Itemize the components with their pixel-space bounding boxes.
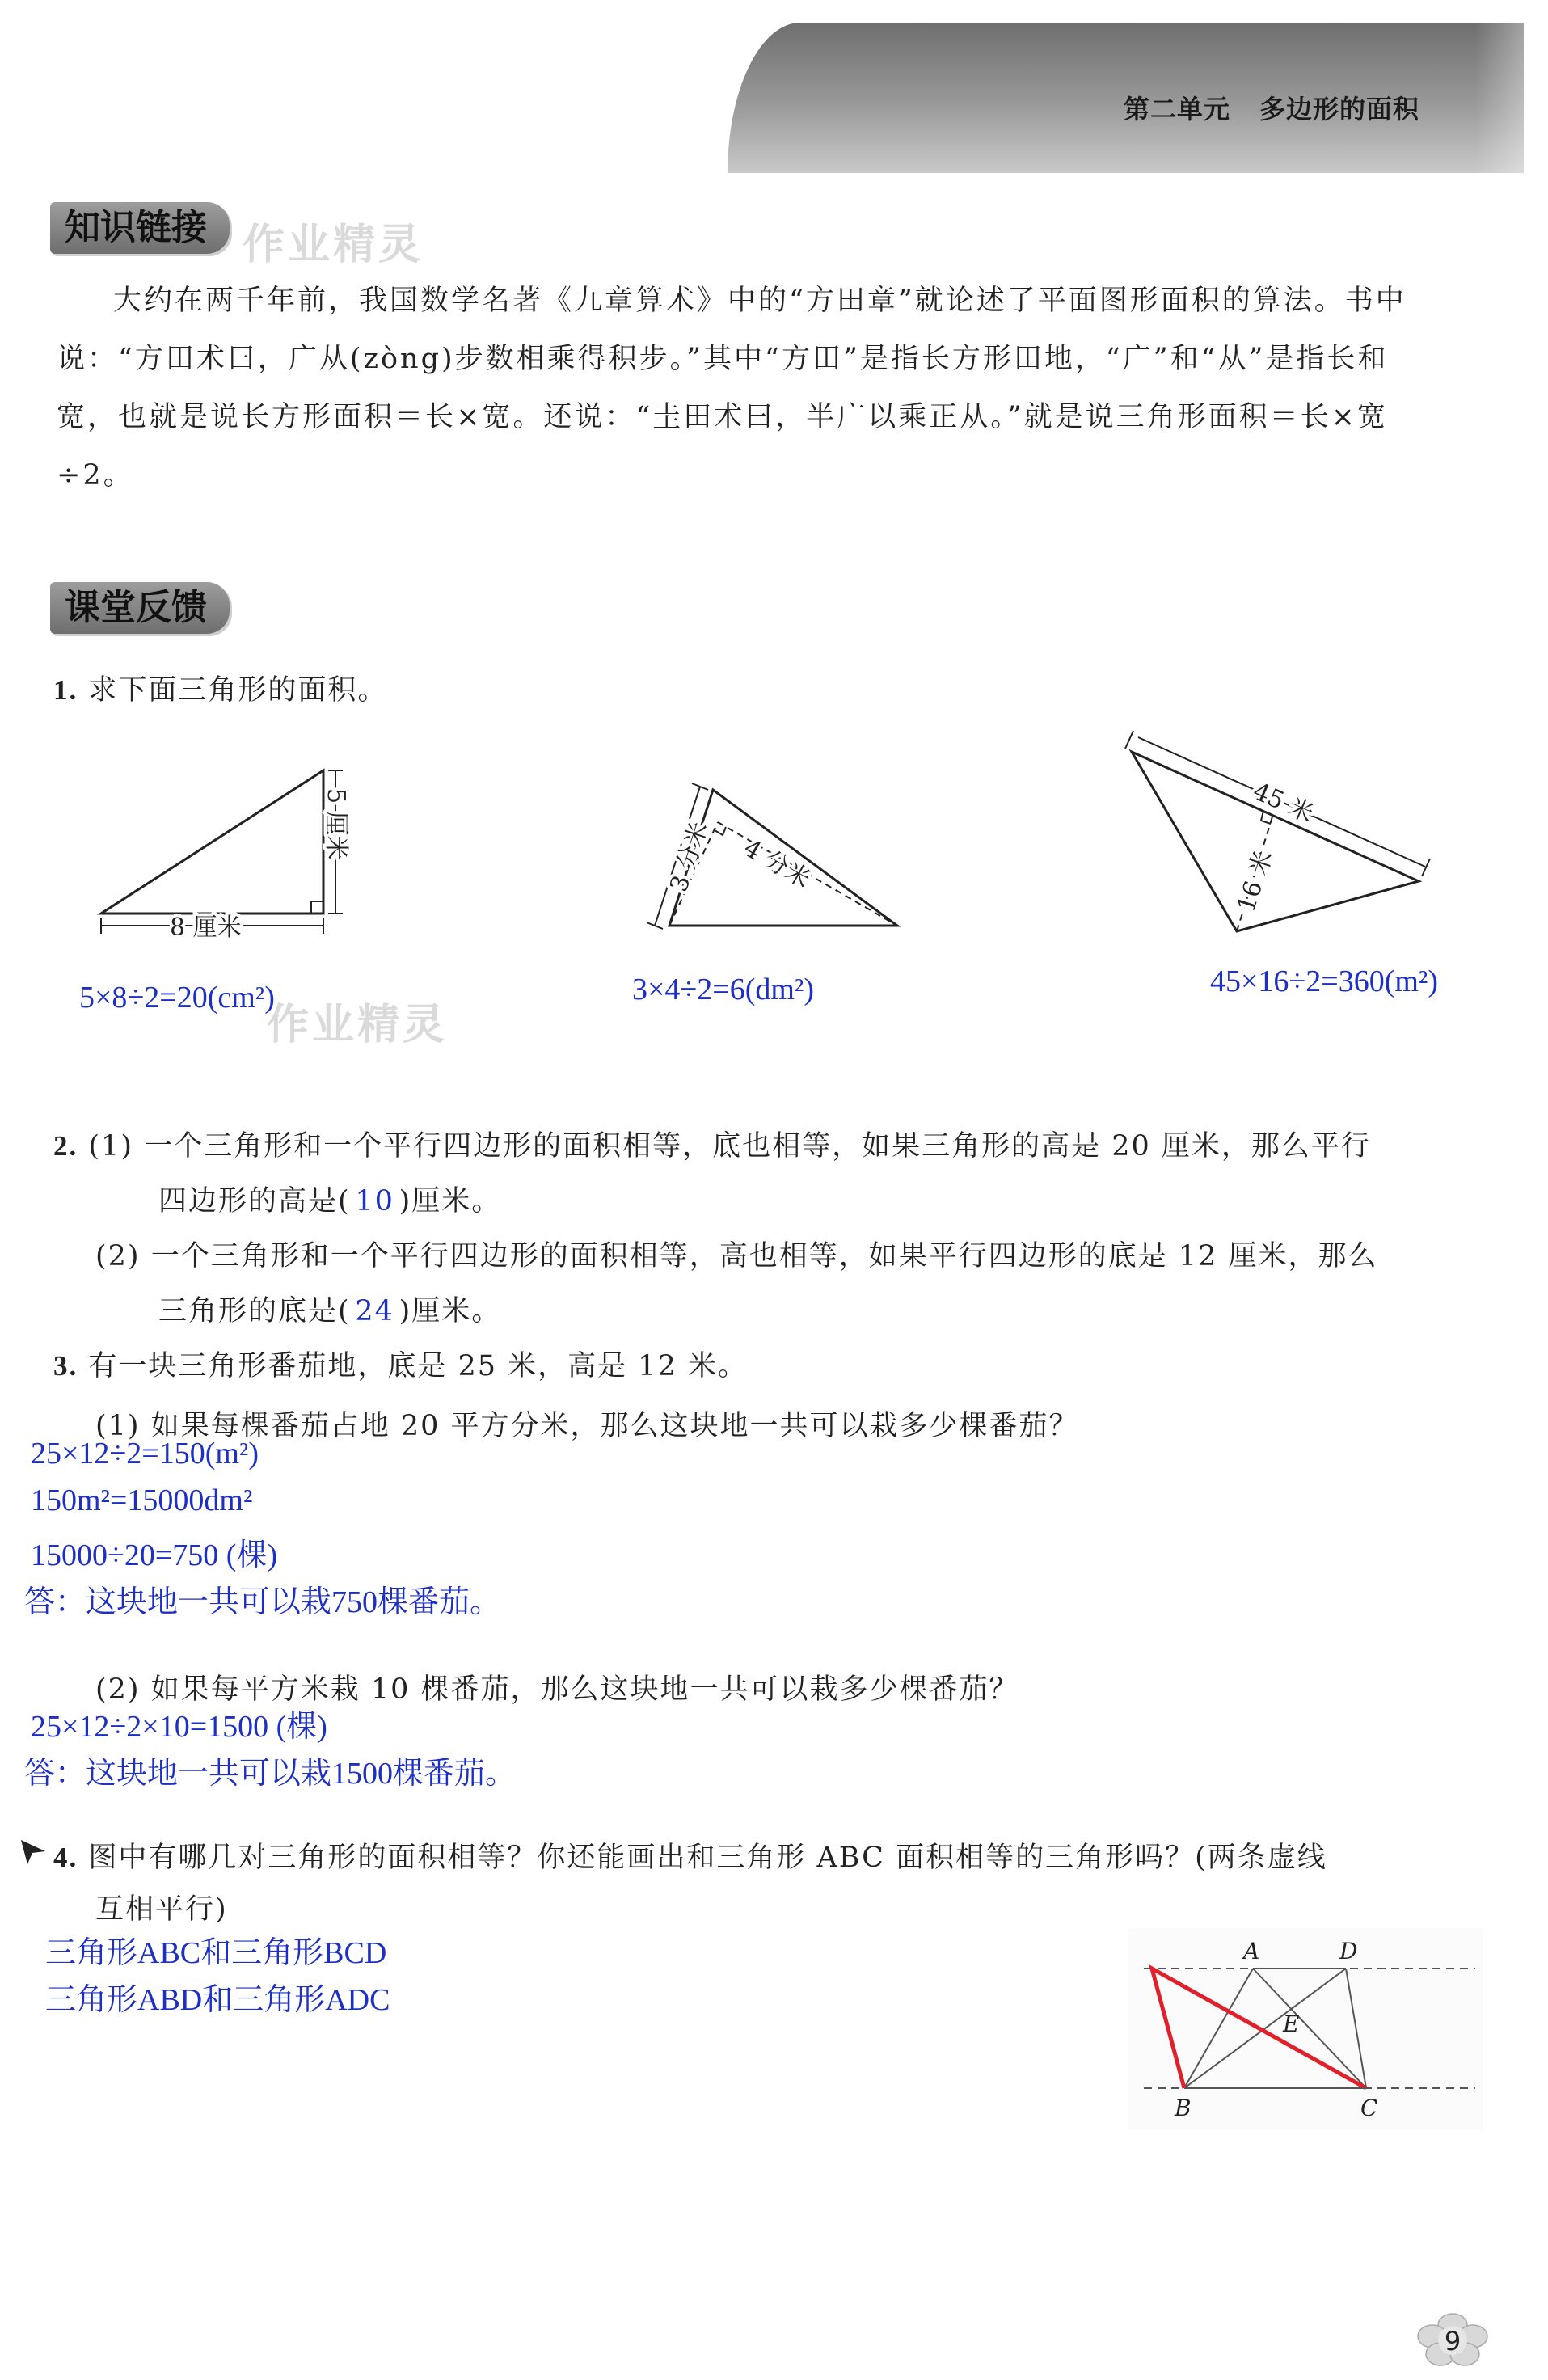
topic-label: 多边形的面积 bbox=[1259, 94, 1420, 124]
fig2-side-label: 3 分米 bbox=[664, 818, 714, 896]
fig1-height-label: 5 厘米 bbox=[322, 788, 350, 860]
q4-prompt-line1 bbox=[53, 1835, 1327, 1876]
fig3-height-label: 16 米 bbox=[1232, 846, 1279, 916]
unit-label: 第二单元 bbox=[1124, 94, 1231, 124]
q1-figure-2 bbox=[639, 772, 913, 950]
page-number-badge bbox=[1416, 2312, 1489, 2369]
knowledge-section-tag: 知识链接 bbox=[50, 202, 230, 254]
q4-label-E: E bbox=[1283, 2011, 1300, 2037]
q2-number: 2. bbox=[53, 1130, 78, 1162]
q2-part2-label: (2) bbox=[95, 1240, 141, 1272]
q2-part2-answer: 24 bbox=[355, 1295, 394, 1327]
knowledge-paragraph: 大约在两千年前，我国数学名著《九章算术》中的“方田章”就论述了平面图形面积的算法。书中说：“方田术曰，广从(zòng)步数相乘得积步。”其中“方田”是指长方形田地，“广”和“从”是指长和宽，也就是说长方形面积＝长×宽。还说：“圭田术曰，半广以乘正从。”就是说三角形面积＝长×宽÷2。 bbox=[57, 285, 1407, 492]
q1-figure-3 bbox=[1116, 719, 1439, 946]
fig3-base-tick-right bbox=[1422, 859, 1430, 876]
q3-part1-answer-3: 15000÷20=750 (棵) bbox=[31, 1538, 278, 1572]
watermark-top: 作业精灵 bbox=[243, 221, 424, 269]
watermark-middle: 作业精灵 bbox=[267, 1001, 449, 1049]
q2-part1-line1 bbox=[53, 1124, 1371, 1164]
q3-part2-answer-2: 答：这块地一共可以栽1500棵番茄。 bbox=[24, 1757, 517, 1791]
q2-part2-before: 三角形的底是( bbox=[158, 1295, 351, 1327]
q4-label-C: C bbox=[1360, 2095, 1378, 2121]
q4-figure bbox=[1128, 1928, 1483, 2130]
q3-part1-question: (1) 如果每棵番茄占地 20 平方分米，那么这块地一共可以栽多少棵番茄？ bbox=[95, 1410, 1079, 1442]
q2-part2-text: 一个三角形和一个平行四边形的面积相等，高也相等，如果平行四边形的底是 12 厘米，那么 bbox=[150, 1240, 1378, 1272]
q2-part2-line1 bbox=[95, 1234, 1378, 1274]
q3-part2-answer-1: 25×12÷2×10=1500 (棵) bbox=[31, 1710, 327, 1744]
q3-part1-answer-4: 答：这块地一共可以栽750棵番茄。 bbox=[24, 1585, 501, 1619]
page-number: 9 bbox=[1444, 2326, 1462, 2357]
fig2-right-angle-mark bbox=[715, 827, 726, 835]
q4-number: 4. bbox=[53, 1842, 78, 1873]
fig2-height-label: 4 分米 bbox=[739, 833, 816, 895]
q4-prompt-line2: 互相平行) bbox=[95, 1893, 228, 1926]
classroom-section-tag: 课堂反馈 bbox=[50, 582, 230, 634]
q1-text: 求下面三角形的面积。 bbox=[88, 674, 388, 707]
q2-part1-line2 bbox=[158, 1179, 501, 1219]
fig1-base-label: 8 厘米 bbox=[170, 914, 242, 942]
q2-part1-answer: 10 bbox=[355, 1185, 394, 1217]
q1-answer-2: 3×4÷2=6(dm²) bbox=[632, 973, 814, 1006]
q1-prompt bbox=[53, 668, 387, 708]
q4-answer-1: 三角形ABC和三角形BCD bbox=[45, 1936, 387, 1970]
q3-number: 3. bbox=[53, 1350, 78, 1382]
fig1-triangle bbox=[101, 770, 323, 914]
q2-part1-before: 四边形的高是( bbox=[158, 1185, 351, 1217]
q3-text: 有一块三角形番茄地，底是 25 米，高是 12 米。 bbox=[88, 1350, 748, 1382]
q1-answer-1: 5×8÷2=20(cm²) bbox=[79, 981, 275, 1015]
fig3-base-label: 45 米 bbox=[1248, 777, 1318, 829]
q3-part1-answer-2: 150m²=15000dm² bbox=[31, 1483, 253, 1517]
q2-part2-after: )厘米。 bbox=[399, 1295, 502, 1327]
fig3-triangle bbox=[1132, 752, 1419, 931]
q3-part1-answer-1: 25×12÷2=150(m²) bbox=[31, 1437, 259, 1471]
q2-part1-label: (1) bbox=[88, 1130, 133, 1163]
q1-figure-1 bbox=[89, 756, 364, 942]
q1-number: 1. bbox=[53, 674, 78, 706]
fig3-base-tick-left bbox=[1125, 731, 1133, 749]
q1-answer-3: 45×16÷2=360(m²) bbox=[1210, 964, 1438, 998]
chapter-header bbox=[1124, 89, 1419, 126]
challenge-arrow-icon bbox=[18, 1835, 50, 1867]
q2-part2-line2 bbox=[158, 1289, 501, 1329]
fig1-right-angle-mark bbox=[311, 901, 323, 914]
q2-part1-after: )厘米。 bbox=[399, 1185, 502, 1217]
q4-text-line1: 图中有哪几对三角形的面积相等？你还能画出和三角形 ABC 面积相等的三角形吗？(两条虚线 bbox=[88, 1842, 1327, 1874]
q3-part2-question: (2) 如果每平方米栽 10 棵番茄，那么这块地一共可以栽多少棵番茄？ bbox=[95, 1673, 1019, 1706]
q4-label-B: B bbox=[1175, 2095, 1192, 2121]
header-fold-decoration bbox=[1475, 23, 1524, 173]
q4-answer-2: 三角形ABD和三角形ADC bbox=[45, 1983, 390, 2017]
q4-label-A: A bbox=[1243, 1938, 1260, 1964]
q2-part1-text: 一个三角形和一个平行四边形的面积相等，底也相等，如果三角形的高是 20 厘米，那么平行 bbox=[144, 1130, 1371, 1163]
q3-prompt bbox=[53, 1344, 748, 1384]
q4-label-D: D bbox=[1339, 1938, 1358, 1964]
